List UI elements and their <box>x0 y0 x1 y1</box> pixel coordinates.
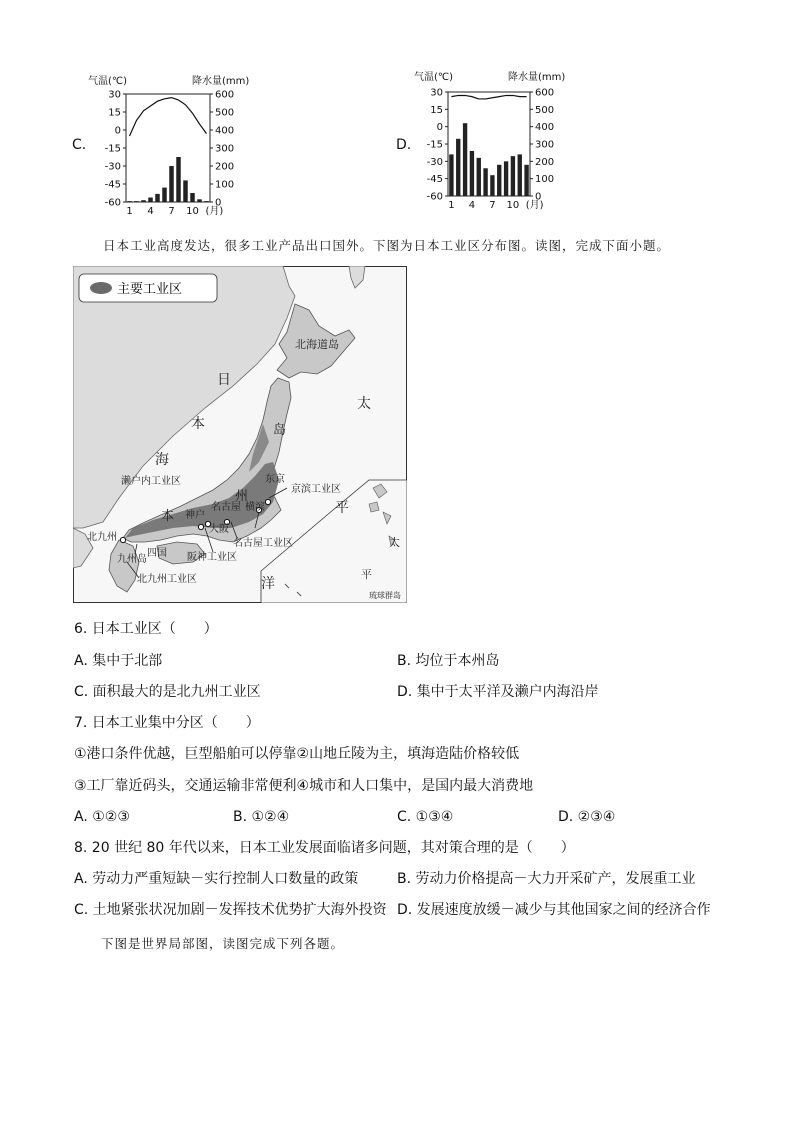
month-tick-label: 1 <box>448 200 455 211</box>
svg-text:濑户内工业区: 濑户内工业区 <box>121 476 181 487</box>
month-tick-label: 7 <box>168 206 175 217</box>
month-tick-label: 1 <box>126 206 133 217</box>
q7-option-a[interactable]: A. ①②③ <box>74 809 130 825</box>
precip-bar <box>477 158 481 196</box>
svg-text:名古屋: 名古屋 <box>211 502 241 513</box>
precip-bar <box>518 154 522 196</box>
svg-text:本: 本 <box>161 509 175 524</box>
precip-tick-label: 600 <box>215 89 235 101</box>
temp-tick-label: 30 <box>430 87 443 99</box>
precip-bar <box>190 193 194 202</box>
temp-tick-label: 0 <box>114 125 121 137</box>
svg-text:北海道岛: 北海道岛 <box>295 338 339 351</box>
svg-text:四国: 四国 <box>147 548 167 559</box>
month-tick-label: 4 <box>147 206 154 217</box>
svg-text:大阪: 大阪 <box>209 524 229 535</box>
svg-text:北九州: 北九州 <box>87 532 117 543</box>
japan-industrial-map <box>73 266 407 603</box>
q6-option-c[interactable]: C. 面积最大的是北九州工业区 <box>74 684 261 700</box>
precip-bar <box>456 139 460 196</box>
temp-tick-label: -45 <box>104 179 121 191</box>
intro-text-2: 下图是世界局部图，读图完成下列各题。 <box>101 936 345 951</box>
q8-stem: 8. 20 世纪 80 年代以来，日本工业发展面临诸多问题，其对策合理的是（ ） <box>74 840 575 856</box>
temp-tick-label: -15 <box>426 139 443 151</box>
q6-option-d[interactable]: D. 集中于太平洋及濑户内海沿岸 <box>397 684 599 700</box>
q6-option-a[interactable]: A. 集中于北部 <box>74 653 163 669</box>
q7-stem: 7. 日本工业集中分区（ ） <box>74 715 260 731</box>
svg-text:海: 海 <box>155 452 169 468</box>
precipitation-axis-title: 降水量(mm) <box>508 72 566 83</box>
precip-bar <box>449 154 453 196</box>
month-unit-label: (月) <box>205 206 224 217</box>
q7-option-c[interactable]: C. ①③④ <box>397 809 454 825</box>
month-tick-label: 10 <box>186 206 199 217</box>
intro-text-1: 日本工业高度发达，很多工业产品出口国外。下图为日本工业区分布图。读图，完成下面小题。 <box>103 238 671 253</box>
precip-bar <box>162 188 166 202</box>
temp-tick-label: -15 <box>104 143 121 155</box>
temp-tick-label: -60 <box>426 191 443 203</box>
precipitation-axis-title: 降水量(mm) <box>192 76 250 87</box>
temp-tick-label: -30 <box>104 161 121 173</box>
svg-text:平: 平 <box>335 500 349 516</box>
temp-tick-label: -45 <box>426 174 443 186</box>
precip-tick-label: 300 <box>535 139 555 151</box>
plot-frame <box>126 94 210 202</box>
month-tick-label: 4 <box>468 200 476 211</box>
precip-tick-label: 0 <box>535 191 542 203</box>
precip-tick-label: 100 <box>535 174 555 186</box>
svg-text:琉球群岛: 琉球群岛 <box>369 591 401 600</box>
precip-bar <box>490 175 494 196</box>
svg-text:北九州工业区: 北九州工业区 <box>137 574 197 585</box>
q6-option-b[interactable]: B. 均位于本州岛 <box>397 653 500 669</box>
month-unit-label: (月) <box>525 200 544 211</box>
temp-tick-label: 15 <box>430 104 443 116</box>
precip-tick-label: 400 <box>215 125 235 137</box>
climate-chart-c <box>86 72 256 220</box>
precip-bar <box>197 199 201 202</box>
svg-text:州: 州 <box>235 489 249 504</box>
temp-tick-label: 15 <box>108 107 121 119</box>
precip-tick-label: 600 <box>535 87 555 99</box>
precip-bar <box>497 165 501 196</box>
precip-bar <box>169 166 173 202</box>
precip-bar <box>483 168 487 196</box>
q8-option-b[interactable]: B. 劳动力价格提高－大力开采矿产，发展重工业 <box>397 871 696 887</box>
precip-tick-label: 0 <box>215 197 222 209</box>
precip-bar <box>470 151 474 196</box>
precip-tick-label: 400 <box>535 122 555 134</box>
option-d-label: D. <box>396 137 412 153</box>
month-tick-label: 7 <box>489 200 496 211</box>
svg-text:平: 平 <box>361 568 372 581</box>
temp-tick-label: -30 <box>426 156 443 168</box>
q8-option-a[interactable]: A. 劳动力严重短缺－实行控制人口数量的政策 <box>74 871 359 887</box>
q8-option-d[interactable]: D. 发展速度放缓－减少与其他国家之间的经济合作 <box>397 902 711 918</box>
svg-text:东京: 东京 <box>265 474 285 485</box>
precip-bar <box>524 165 528 196</box>
climate-chart-d <box>412 68 574 220</box>
q7-option-b[interactable]: B. ①②④ <box>233 809 290 825</box>
temperature-axis-title: 气温(℃) <box>88 76 128 87</box>
q6-stem: 6. 日本工业区（ ） <box>74 621 218 637</box>
svg-text:本: 本 <box>191 416 205 432</box>
temp-tick-label: 30 <box>108 89 121 101</box>
q7-option-d[interactable]: D. ②③④ <box>558 809 616 825</box>
legend-swatch <box>90 282 112 294</box>
temp-tick-label: 0 <box>436 122 443 134</box>
temperature-axis-title: 气温(℃) <box>414 72 454 83</box>
precip-tick-label: 500 <box>535 104 555 116</box>
svg-text:洋: 洋 <box>261 576 275 592</box>
q8-option-c[interactable]: C. 土地紧张状况加剧－发挥技术优势扩大海外投资 <box>74 902 387 918</box>
q7-statement-2: ③工厂靠近码头，交通运输非常便利④城市和人口集中，是国内最大消费地 <box>74 778 534 794</box>
precip-bar <box>204 201 208 202</box>
precip-tick-label: 200 <box>215 161 235 173</box>
svg-text:太: 太 <box>357 396 371 412</box>
precip-bar <box>463 123 467 196</box>
precip-bar <box>155 194 159 202</box>
svg-text:阪神工业区: 阪神工业区 <box>187 552 237 563</box>
precip-bar <box>504 161 508 196</box>
precip-bar <box>511 156 515 196</box>
legend-label: 主要工业区 <box>117 282 183 297</box>
svg-text:京滨工业区: 京滨工业区 <box>291 484 341 495</box>
svg-text:神户: 神户 <box>185 510 205 521</box>
svg-text:日: 日 <box>217 372 231 388</box>
temp-tick-label: -60 <box>104 197 121 209</box>
q7-statement-1: ①港口条件优越，巨型船舶可以停靠②山地丘陵为主，填海造陆价格较低 <box>74 746 520 762</box>
precip-bar <box>148 198 152 203</box>
svg-text:九州岛: 九州岛 <box>117 554 147 565</box>
precip-tick-label: 100 <box>215 179 235 191</box>
month-tick-label: 10 <box>506 200 520 211</box>
option-c-label: C. <box>72 137 87 153</box>
precip-bar <box>141 200 145 202</box>
svg-text:名古屋工业区: 名古屋工业区 <box>233 538 293 549</box>
precip-bar <box>134 201 138 202</box>
precip-bar <box>183 180 187 202</box>
precip-tick-label: 200 <box>535 156 555 168</box>
precip-bar <box>176 157 180 202</box>
svg-text:岛: 岛 <box>273 423 287 438</box>
precip-tick-label: 300 <box>215 143 235 155</box>
svg-text:太: 太 <box>389 536 400 549</box>
precip-tick-label: 500 <box>215 107 235 119</box>
precip-bar <box>127 201 131 202</box>
svg-text:横滨: 横滨 <box>245 502 265 513</box>
